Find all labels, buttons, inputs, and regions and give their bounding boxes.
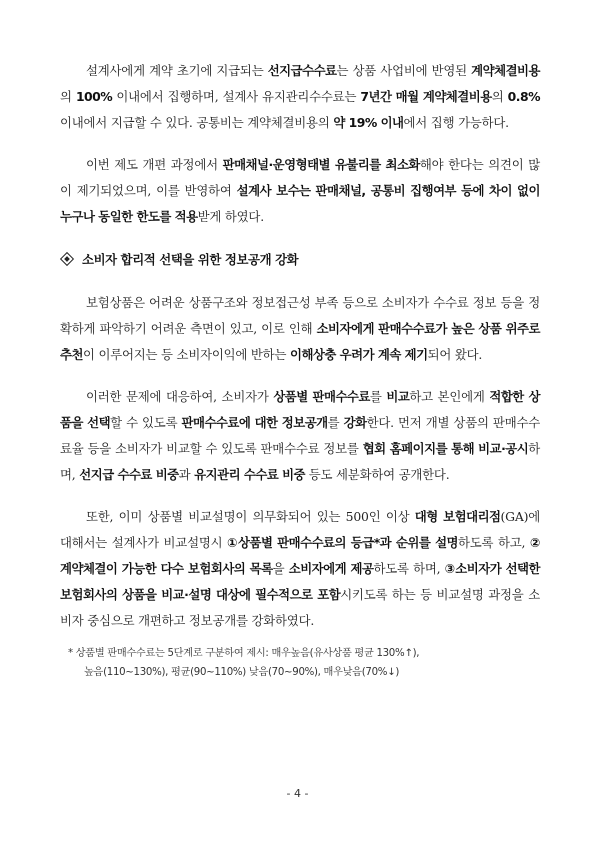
body-text: 를 [369, 389, 387, 404]
body-text: 의 [60, 89, 76, 104]
emphasis-text: 비교 [386, 389, 410, 404]
emphasis-text: 이해상충 우려가 계속 제기 [289, 347, 428, 362]
diamond-bullet-icon [60, 252, 74, 266]
body-text: 시키도록 하는 등 비교설명 과정을 소비자 중심으로 개편하고 정보공개를 강화하였다. [60, 587, 540, 628]
emphasis-text: 강화 [343, 415, 367, 430]
body-text: 이내에서 집행하며, 설계사 유지관리수수료는 [112, 89, 361, 104]
emphasis-text: 상품별 판매수수료 [273, 389, 370, 404]
emphasis-text: ①상품별 판매수수료의 등급*과 순위를 설명 [227, 535, 459, 550]
document-body [60, 58, 540, 682]
body-text: 이 이루어지는 등 소비자이익에 반하는 [82, 347, 290, 362]
footnote [60, 644, 540, 682]
body-text: 이번 제도 개편 과정에서 [86, 157, 223, 172]
emphasis-text: 선지급 수수료 비중 [79, 467, 179, 482]
emphasis-text: 선지급수수료 [267, 63, 337, 78]
body-text: 하도록 하며, [373, 561, 445, 576]
body-text: 설계사에게 계약 초기에 지급되는 [86, 63, 268, 78]
emphasis-text: 소비자에게 판매수수료가 높은 상품 위주로 추천 [60, 321, 540, 362]
body-text: 해야 한다는 의견이 많이 제기되었으며, 이를 반영하여 [60, 157, 540, 198]
paragraph-conflict-of-interest [60, 290, 540, 368]
emphasis-text: 협회 홈페이지를 통해 비교·공시 [362, 441, 529, 456]
emphasis-text: 약 19% 이내 [333, 115, 404, 130]
body-text: 이내에서 지급할 수 있다. 공통비는 계약체결비용의 [60, 115, 334, 130]
body-text: 의 [491, 89, 508, 104]
emphasis-text: 소비자에게 제공 [288, 561, 374, 576]
emphasis-text: 설계사 보수는 판매채널, 공통비 집행여부 등에 차이 없이 누구나 동일한 한도를 적용 [60, 183, 540, 224]
body-text: 를 [327, 415, 344, 430]
emphasis-text: 유지관리 수수료 비중 [194, 467, 306, 482]
body-text: 되어 왔다. [427, 347, 483, 362]
paragraph-disclosure [60, 384, 540, 488]
emphasis-text: 판매채널·운영형태별 유불리를 최소화 [222, 157, 420, 172]
body-text: 는 상품 사업비에 반영된 [336, 63, 472, 78]
emphasis-text: 100% [75, 89, 113, 104]
body-text: 하며, [60, 441, 540, 482]
body-text: 에서 집행 가능하다. [403, 115, 509, 130]
footnote-line-1: * 상품별 판매수수료는 5단계로 구분하여 제시: 매우높음(유사상품 평균 130%↑), [68, 648, 420, 659]
footnote-line-2: 높음(110~130%), 평균(90~110%) 낮음(70~90%), 매우낮음(70%↓) [84, 667, 400, 678]
paragraph-ga-comparison [60, 504, 540, 634]
emphasis-text: 계약체결비용 [471, 63, 540, 78]
body-text: 또한, 이미 상품별 비교설명이 의무화되어 있는 500인 이상 [86, 509, 415, 524]
body-text: 과 [178, 467, 195, 482]
body-text: 하고 본인에게 [409, 389, 490, 404]
section-heading-text: 소비자 합리적 선택을 위한 정보공개 강화 [82, 252, 299, 267]
body-text: 보험상품은 어려운 상품구조와 정보접근성 부족 등으로 소비자가 수수료 정보 등을 정확하게 파악하기 어려운 측면이 있고, 이로 인해 [60, 295, 540, 336]
emphasis-text: ③소비자가 선택한 보험회사의 상품을 비교·설명 대상에 필수적으로 포함 [60, 561, 540, 602]
emphasis-text: 대형 보험대리점 [414, 509, 501, 524]
body-text: 한다. 먼저 개별 상품의 판매수수료율 등을 소비자가 비교할 수 있도록 판매수수료 정보를 [60, 415, 540, 456]
body-text: 을 [272, 561, 289, 576]
body-text: 하도록 하고, [458, 535, 530, 550]
page-number: - 4 - [286, 787, 309, 800]
emphasis-text: 0.8% [507, 89, 540, 104]
body-text: (GA)에 대해서는 설계사가 비교설명시 [60, 509, 540, 550]
section-heading [60, 250, 540, 268]
emphasis-text: ②계약체결이 가능한 다수 보험회사의 목록 [60, 535, 540, 576]
emphasis-text: 판매수수료에 대한 정보공개 [181, 415, 328, 430]
body-text: 등도 세분화하여 공개한다. [305, 467, 450, 482]
body-text: 이러한 문제에 대응하여, 소비자가 [86, 389, 274, 404]
paragraph-commission-limits [60, 58, 540, 136]
body-text: 받게 하였다. [197, 209, 264, 224]
emphasis-text: 적합한 상품을 선택 [60, 389, 541, 430]
body-text: 할 수 있도록 [110, 415, 182, 430]
emphasis-text: 7년간 매월 계약체결비용 [360, 89, 492, 104]
paragraph-channel-equality [60, 152, 540, 230]
